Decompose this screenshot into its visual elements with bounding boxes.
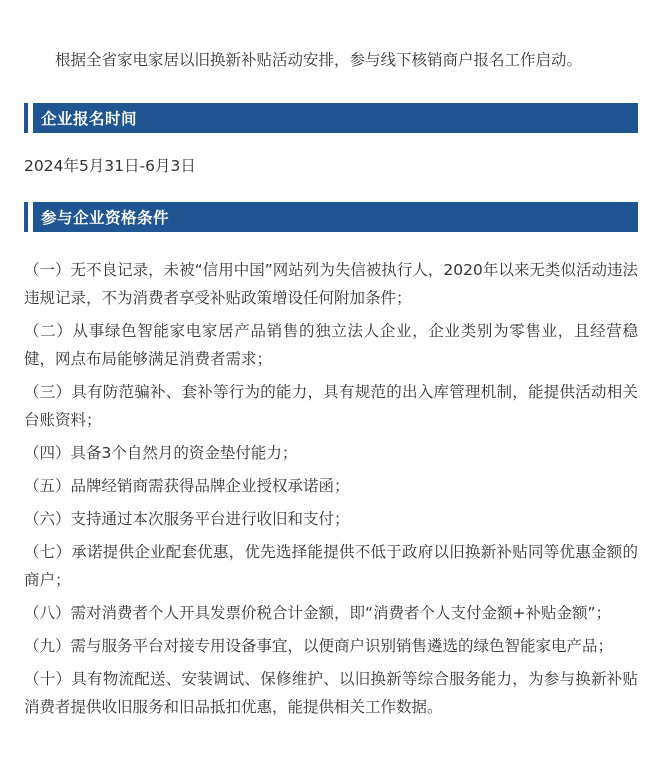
eligibility-item: （九）需与服务平台对接专用设备事宜，以便商户识别销售遴选的绿色智能家电产品； (24, 637, 614, 655)
eligibility-item: （五）品牌经销商需获得品牌企业授权承诺函； (24, 477, 350, 495)
section-title: 参与企业资格条件 (41, 209, 170, 227)
eligibility-item: （八）需对消费者个人开具发票价税合计金额，即“消费者个人支付金额+补贴金额”； (24, 604, 612, 622)
intro-paragraph: 根据全省家电家居以旧换新补贴活动安排，参与线下核销商户报名工作启动。 (55, 50, 583, 69)
registration-date: 2024年5月31日-6月3日 (24, 157, 196, 175)
eligibility-item: （七）承诺提供企业配套优惠，优先选择能提供不低于政府以旧换新补贴同等优惠金额的商户； (24, 543, 638, 589)
section-header-registration-time (24, 103, 638, 133)
section-header-eligibility (24, 202, 638, 232)
eligibility-item: （六）支持通过本次服务平台进行收旧和支付； (24, 510, 350, 528)
eligibility-item: （十）具有物流配送、安装调试、保修维护、以旧换新等综合服务能力，为参与换新补贴消费者提供收旧服务和旧品抵扣优惠，能提供相关工作数据。 (24, 670, 638, 716)
eligibility-list (24, 256, 638, 726)
eligibility-item: （四）具备3个自然月的资金垫付能力； (24, 444, 298, 462)
section-accent-bar (28, 202, 33, 232)
eligibility-item: （三）具有防范骗补、套补等行为的能力，具有规范的出入库管理机制，能提供活动相关台账资料； (24, 383, 638, 429)
section-title: 企业报名时间 (41, 110, 138, 128)
eligibility-item: （二）从事绿色智能家电家居产品销售的独立法人企业，企业类别为零售业，且经营稳健，网点布局能够满足消费者需求； (24, 322, 638, 368)
section-accent-bar (28, 103, 33, 133)
eligibility-item: （一）无不良记录，未被“信用中国”网站列为失信被执行人，2020年以来无类似活动违法违规记录，不为消费者享受补贴政策增设任何附加条件； (24, 261, 638, 307)
